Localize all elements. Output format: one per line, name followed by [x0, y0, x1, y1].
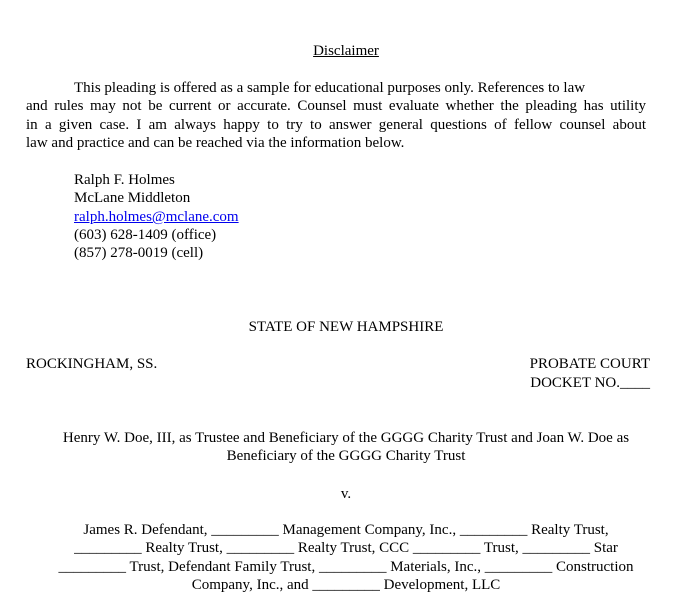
contact-firm: McLane Middleton — [74, 190, 191, 206]
county-label: ROCKINGHAM, SS. — [26, 356, 158, 372]
disclaimer-line-3: in a given case. I am always happy to try to answer general questions of fellow counsel about — [26, 117, 646, 133]
defendants-line-3: _________ Trust, Defendant Family Trust, _________ Materials, Inc., _________ Construction — [58, 559, 634, 575]
contact-email-link[interactable]: ralph.holmes@mclane.com — [74, 209, 239, 225]
defendants-line-1: James R. Defendant, _________ Management Company, Inc., _________ Realty Trust, — [83, 522, 609, 538]
disclaimer-line-2: and rules may not be current or accurate. Counsel must evaluate whether the pleading has utility — [26, 98, 646, 114]
docket-number: DOCKET NO.____ — [530, 375, 650, 391]
disclaimer-line-1: This pleading is offered as a sample for educational purposes only. References to law — [74, 80, 586, 96]
contact-phone-office: (603) 628-1409 (office) — [74, 227, 217, 243]
court-label: PROBATE COURT — [529, 356, 650, 372]
disclaimer-heading: Disclaimer — [313, 43, 379, 59]
plaintiffs-line-1: Henry W. Doe, III, as Trustee and Beneficiary of the GGGG Charity Trust and Joan W. Doe as — [62, 430, 630, 446]
plaintiffs-line-2: Beneficiary of the GGGG Charity Trust — [226, 448, 466, 464]
versus-label: v. — [340, 486, 352, 502]
disclaimer-line-4: law and practice and can be reached via the information below. — [26, 135, 405, 151]
state-heading: STATE OF NEW HAMPSHIRE — [248, 319, 444, 335]
defendants-line-4: Company, Inc., and _________ Development, LLC — [191, 577, 501, 593]
defendants-line-2: _________ Realty Trust, _________ Realty Trust, CCC _________ Trust, _________ Star — [74, 540, 618, 556]
contact-name: Ralph F. Holmes — [74, 172, 175, 188]
contact-phone-cell: (857) 278-0019 (cell) — [74, 245, 204, 261]
